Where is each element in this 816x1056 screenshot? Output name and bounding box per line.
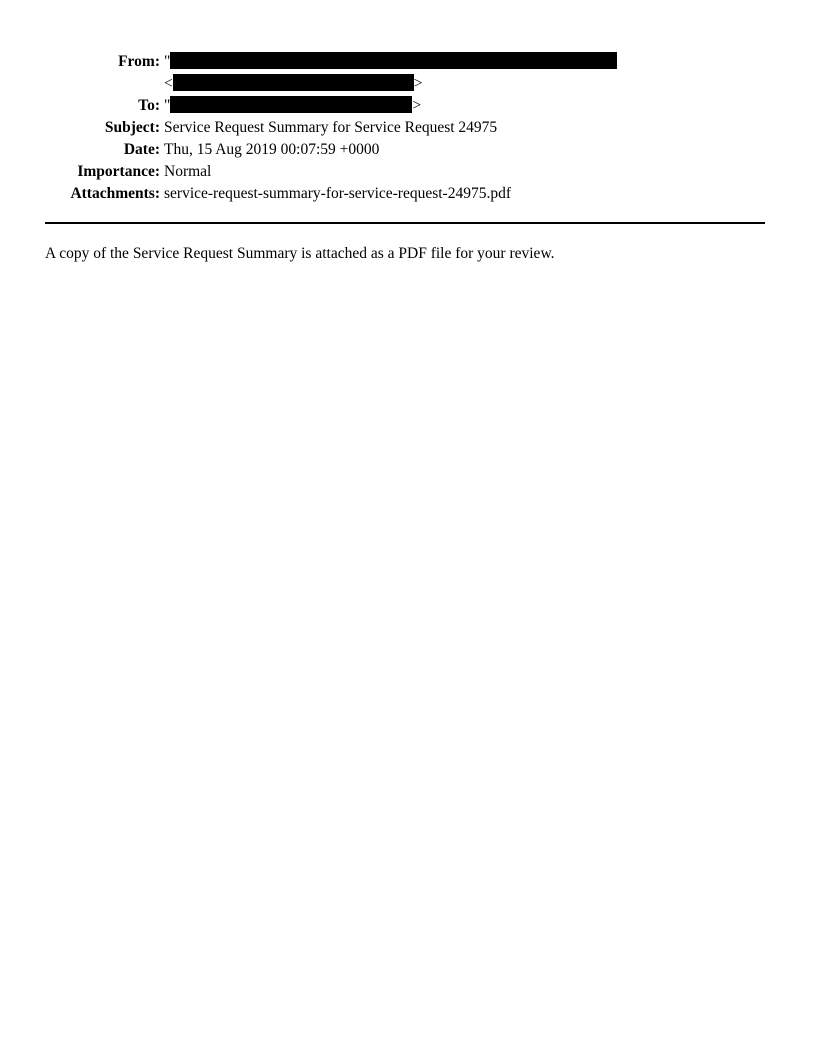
attachment-filename: service-request-summary-for-service-request-24975.pdf	[164, 185, 512, 202]
importance-row	[0, 161, 816, 183]
subject-label: Subject:	[104, 119, 160, 136]
to-value	[164, 95, 421, 117]
to-quote: "	[164, 97, 171, 114]
from-row	[0, 51, 816, 95]
to-label: To:	[138, 97, 160, 114]
from-label: From:	[118, 53, 160, 70]
from-address-open: <	[164, 75, 173, 92]
subject-row	[0, 117, 816, 139]
email-body: A copy of the Service Request Summary is attached as a PDF file for your review.	[45, 245, 555, 262]
importance-label: Importance:	[77, 163, 160, 180]
from-address-close: >	[413, 75, 423, 92]
from-quote: "	[164, 53, 171, 70]
redacted-sender-name	[170, 52, 617, 69]
from-name-line	[164, 51, 617, 73]
attachments-label: Attachments:	[70, 185, 160, 202]
redacted-recipient	[170, 96, 412, 113]
date-row	[0, 139, 816, 161]
date-value: Thu, 15 Aug 2019 00:07:59 +0000	[164, 141, 380, 158]
to-close: >	[412, 97, 422, 114]
to-row	[0, 95, 816, 117]
redacted-sender-address	[173, 74, 414, 91]
importance-value: Normal	[164, 163, 212, 180]
email-header	[0, 51, 816, 205]
date-label: Date:	[123, 141, 160, 158]
from-address-line	[164, 73, 617, 95]
attachments-row	[0, 183, 816, 205]
subject-value: Service Request Summary for Service Request 24975	[164, 119, 498, 136]
from-value	[164, 51, 617, 95]
header-divider	[45, 222, 765, 224]
